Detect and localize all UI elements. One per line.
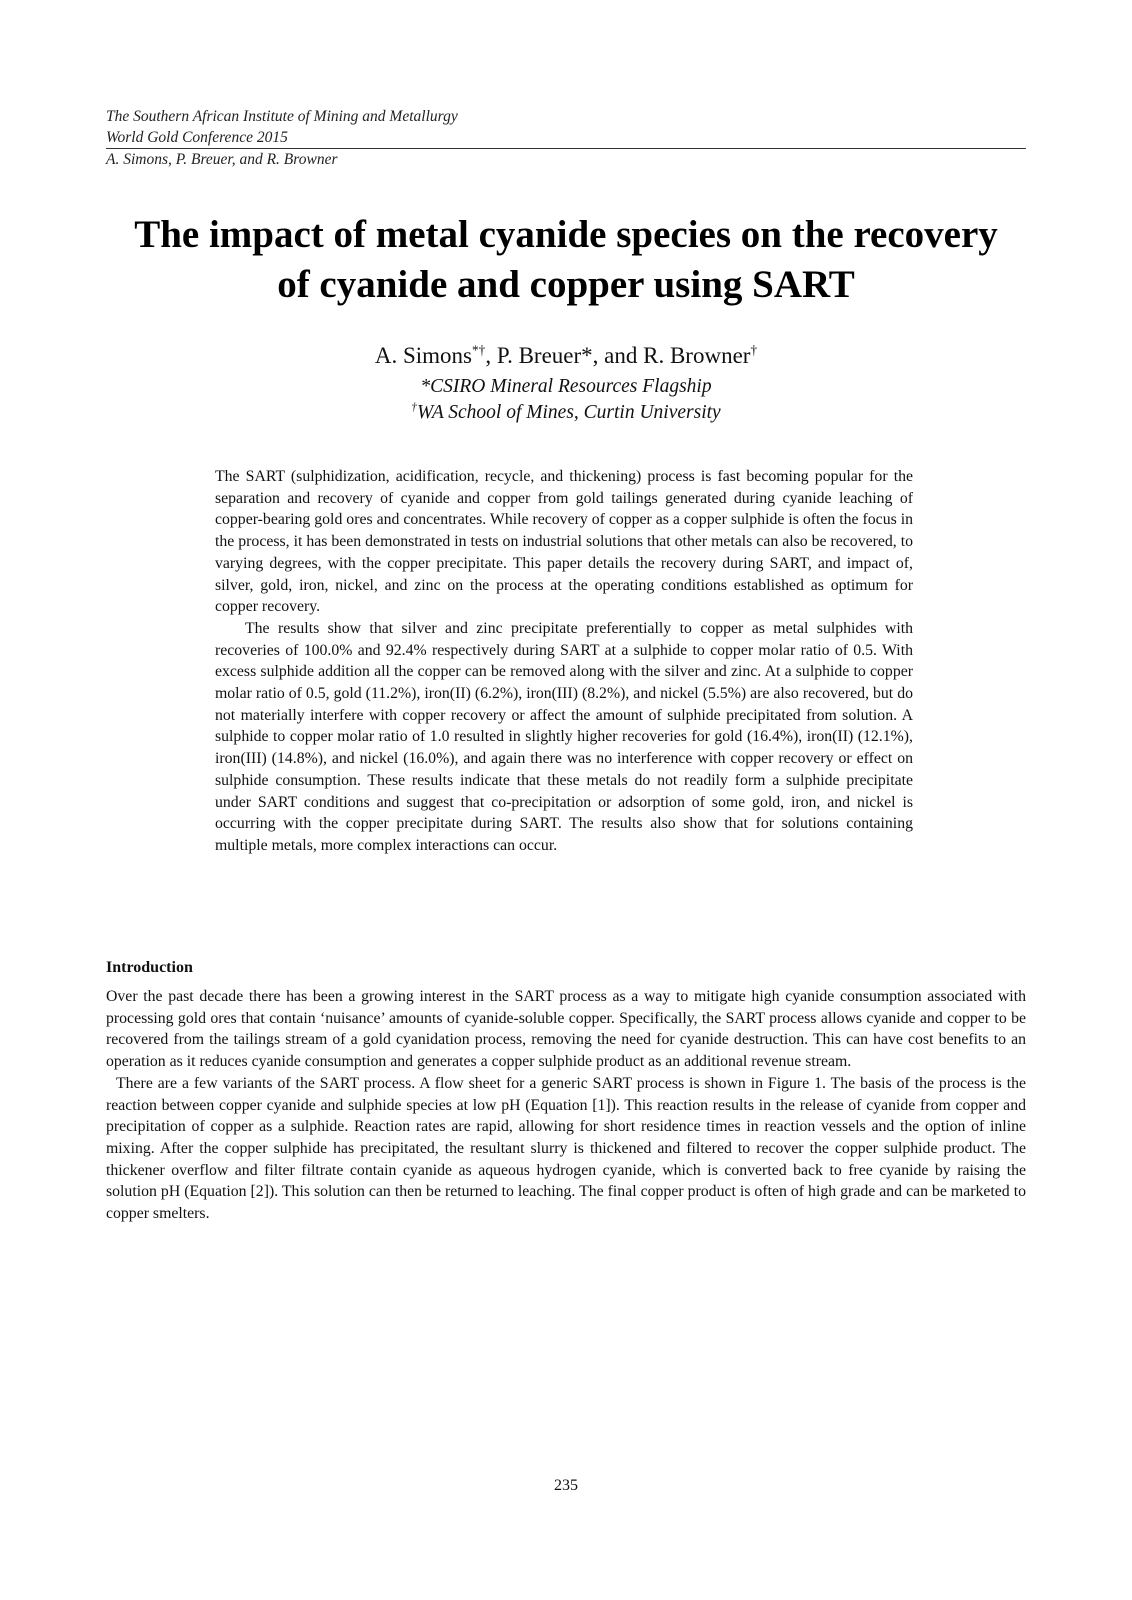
title-line-2: of cyanide and copper using SART [277,263,855,306]
page-number: 235 [554,1477,578,1494]
header-authors: A. Simons, P. Breuer, and R. Browner [106,151,338,168]
author-1-name: A. Simons [374,343,473,368]
author-2-3-names: , P. Breuer*, and R. Browner [485,343,751,368]
introduction-paragraph-1: Over the past decade there has been a growing interest in the SART process as a way to mitigate high cyanide consumption associated with processing gold ores that contain ‘nuisance’ amounts of cyanide-soluble copper. Specifically, the SART process allows cyanide and copper to be recovered from the tailings stream of a gold cyanidation process, removing the need for cyanide destruction. This can have cost benefits to an operation as it reduces cyanide consumption and generates a copper sulphide product as an additional revenue stream. [106,988,1026,1071]
author-list [106,342,1026,370]
introduction-paragraph-2: There are a few variants of the SART process. A flow sheet for a generic SART process is shown in Figure 1. The basis of the process is the reaction between copper cyanide and sulphide species at low pH (Equation [1]). This reaction results in the release of cyanide from copper and precipitation of copper as a sulphide. Reaction rates are rapid, allowing for short residence times in reaction vessels and the option of inline mixing. After the copper sulphide has precipitated, the resultant slurry is thickened and filtered to recover the copper sulphide product. The thickener overflow and filter filtrate contain cyanide as aqueous hydrogen cyanide, which is converted back to free cyanide by raising the solution pH (Equation [2]). This solution can then be returned to leaching. The final copper product is often of high grade and can be marketed to copper smelters. [106,1074,1026,1223]
affiliation-2-mark: † [411,401,417,414]
introduction-body [106,986,1026,1225]
abstract-paragraph-2: The results show that silver and zinc precipitate preferentially to copper as metal sulphides with recoveries of 100.0% and 92.4% respectively during SART at a sulphide to copper molar ratio of 0.5. With excess sulphide addition all the copper can be removed along with the silver and zinc. At a sulphide to copper molar ratio of 0.5, gold (11.2%), iron(II) (6.2%), iron(III) (8.2%), and nickel (5.5%) are also recovered, but do not materially interfere with copper recovery or affect the amount of sulphide precipitated from solution. A sulphide to copper molar ratio of 1.0 resulted in slightly higher recoveries for gold (16.4%), iron(II) (12.1%), iron(III) (14.8%), and nickel (16.0%), and again there was no interference with copper recovery or effect on sulphide consumption. These results indicate that these metals do not readily form a sulphide precipitate under SART conditions and suggest that co-precipitation or adsorption of some gold, iron, and nickel is occurring with the copper precipitate during SART. The results also show that for solutions containing multiple metals, more complex interactions can occur. [215,619,913,854]
affiliation-2 [106,400,1026,426]
introduction-heading: Introduction [106,959,193,976]
abstract-paragraph-1: The SART (sulphidization, acidification, recycle, and thickening) process is fast becoming popular for the separation and recovery of cyanide and copper from gold tailings generated during cyanide leaching of copper-bearing gold ores and concentrates. While recovery of copper as a copper sulphide is often the focus in the process, it has been demonstrated in tests on industrial solutions that other metals can also be recovered, to varying degrees, with the copper precipitate. This paper details the recovery during SART, and impact of, silver, gold, iron, nickel, and zinc on the process at the operating conditions established as optimum for copper recovery. [215,468,913,616]
header-institute: The Southern African Institute of Mining and Metallurgy [106,108,458,125]
author-3-mark: † [750,342,758,358]
title-line-1: The impact of metal cyanide species on the recovery [134,213,998,256]
header-conference: World Gold Conference 2015 [106,129,288,146]
abstract [215,466,913,857]
affiliation-1: *CSIRO Mineral Resources Flagship [420,376,712,397]
running-header [106,106,1026,170]
paper-title [106,210,1026,310]
affiliation-2-text: WA School of Mines, Curtin University [416,402,721,423]
author-1-mark: *† [472,342,486,358]
